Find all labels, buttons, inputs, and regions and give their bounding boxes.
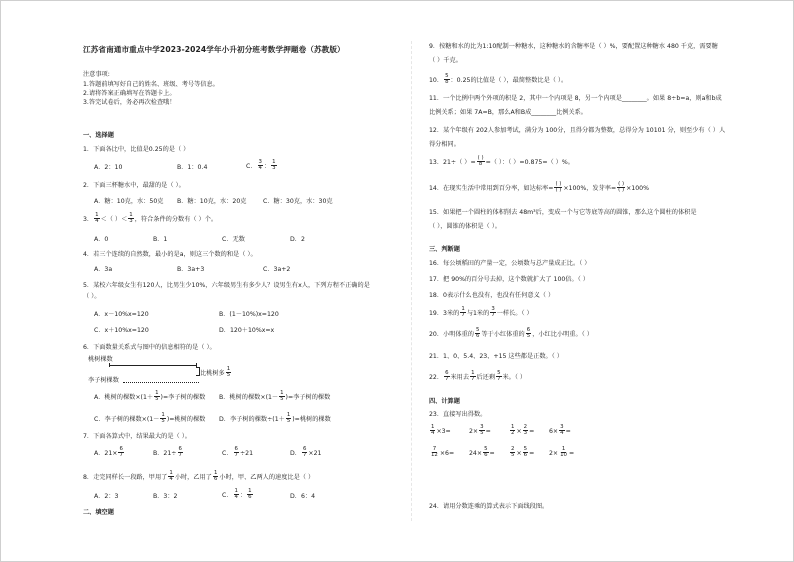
question-7: 7．下面各算式中，结果最大的是（ ）。 bbox=[83, 433, 191, 440]
section-heading-fill: 二、填空题 bbox=[83, 509, 114, 516]
note-item: 1.答题前填写好自己的姓名、班级、考号等信息。 bbox=[83, 81, 219, 88]
page-fold-divider bbox=[411, 41, 412, 521]
plum-segment bbox=[123, 382, 199, 383]
q6-option-c[interactable]: C．李子树的棵数×(1－ $\frac{1}{5}$ )=桃树的棵数 bbox=[94, 412, 206, 425]
question-5-tail: （ ）。 bbox=[83, 293, 101, 300]
q6-option-b[interactable]: B．桃树的棵数×(1－ $\frac{1}{5}$ )=李子树的棵数 bbox=[219, 390, 331, 403]
q1-option-b[interactable]: B．1：0.4 bbox=[177, 164, 208, 171]
q6-option-d[interactable]: D．李子树的棵数÷(1＋ $\frac{1}{5}$ )=桃树的棵数 bbox=[219, 412, 331, 425]
section-heading-judge: 三、判断题 bbox=[429, 246, 460, 253]
question-13: 13．21÷（ ）= $\frac{( )}{8}$ =（ ）：（ ）=0.875=（ ）%。 bbox=[429, 155, 574, 168]
q2-option-b[interactable]: B．糖：10克，水：20克 bbox=[177, 198, 247, 205]
question-3: 3． $\frac{1}{4}$ ＜（ ）＜ $\frac{1}{3}$ ，符合条件的分数有（ ）个。 bbox=[83, 212, 218, 225]
question-18: 18．0表示什么也没有，也没有任何意义（ ） bbox=[429, 292, 555, 299]
diagram-bracket bbox=[196, 367, 200, 376]
question-12: 12．某个年级有 202人参加考试，满分为 100分，且得分都为整数，总得分为 10101 分，则至少有（ ）人 bbox=[429, 127, 726, 134]
q8-option-d[interactable]: D．6：4 bbox=[290, 493, 316, 500]
calc-item: $\frac{2}{5}$ × $\frac{5}{6}$ = bbox=[511, 446, 535, 459]
peach-segment bbox=[109, 365, 196, 366]
calc-item: 2× $\frac{3}{5}$ = bbox=[469, 424, 491, 437]
tick bbox=[109, 363, 110, 367]
section-heading-calc: 四、计算题 bbox=[429, 398, 460, 405]
question-9-line2: （ ）千克。 bbox=[429, 57, 462, 64]
q1-option-c[interactable]: C． $\frac{3}{4}$ ： $\frac{1}{3}$ bbox=[246, 159, 276, 172]
q7-option-a[interactable]: A．21× $\frac{6}{7}$ bbox=[94, 446, 123, 459]
calc-item: $\frac{7}{12}$ ×6= bbox=[431, 446, 455, 459]
q7-option-c[interactable]: C． $\frac{6}{7}$ ÷21 bbox=[222, 446, 254, 459]
section-heading-choice: 一、选择题 bbox=[83, 132, 114, 139]
question-24: 24．请用分数连乘的算式表示下面线段图。 bbox=[429, 503, 549, 510]
q5-option-a[interactable]: A．x－10%x=120 bbox=[94, 311, 149, 318]
question-2: 2．下面三杯糖水中，最甜的是（ ）。 bbox=[83, 182, 185, 189]
q4-option-c[interactable]: C．3a+2 bbox=[263, 266, 291, 273]
q3-option-a[interactable]: A．0 bbox=[94, 236, 109, 243]
q6-option-a[interactable]: A．桃树的棵数×(1＋ $\frac{1}{5}$ )=李子树的棵数 bbox=[94, 390, 206, 403]
question-19: 19．3米的 $\frac{1}{7}$ 与1米的 $\frac{3}{7}$ 一样长。（ ） bbox=[429, 306, 533, 319]
question-1: 1．下面各比中，比值是0.25的是（ ） bbox=[83, 146, 190, 153]
peach-label: 桃树棵数 bbox=[88, 356, 113, 363]
question-8: 8．走完同样长一段路，甲用了 $\frac{1}{4}$ 小时，乙用了 $\frac{1}{6}$ 小时，甲、乙两人的速度比是（ ） bbox=[83, 470, 315, 483]
page-title: 江苏省南通市重点中学2023-2024学年小升初分班考数学押题卷（苏教版） bbox=[83, 45, 345, 54]
q7-option-b[interactable]: B．21÷ $\frac{6}{7}$ bbox=[153, 446, 182, 459]
question-22: 22． $\frac{6}{7}$ 米用去 $\frac{1}{7}$ 后还剩 $\frac{5}{7}$ 米。（ ） bbox=[429, 370, 527, 383]
q4-option-a[interactable]: A．3a bbox=[94, 266, 113, 273]
q7-option-d[interactable]: D． $\frac{6}{7}$ ×21 bbox=[290, 446, 322, 459]
q3-option-b[interactable]: B．1 bbox=[153, 236, 168, 243]
question-15-line2: （ ），圆锥的体积是（ ）。 bbox=[429, 223, 501, 230]
question-4: 4．若三个连续的自然数，最小的是a，则这三个数的和是（ ）。 bbox=[83, 251, 257, 258]
calc-item: 24× $\frac{5}{6}$ = bbox=[469, 446, 495, 459]
question-15: 15．如果把一个圆柱的体积削去 48m³后，变成一个与它等底等高的圆锥，那么这个圆柱的体积是 bbox=[429, 209, 697, 216]
q4-option-b[interactable]: B．3a+3 bbox=[177, 266, 205, 273]
calc-item: 6× $\frac{3}{4}$ = bbox=[549, 424, 571, 437]
question-10: 10． $\frac{5}{8}$ ：0.25的比值是（ ），最简整数比是（ ）。 bbox=[429, 73, 568, 86]
q5-option-c[interactable]: C．x＋10%x=120 bbox=[94, 327, 149, 334]
question-11-line2: 比例关系；如果 7A=B，那么A和B成________比例关系。 bbox=[429, 109, 587, 116]
question-12-line2: 得分相同。 bbox=[429, 141, 460, 148]
notes-heading: 注意事项: bbox=[83, 71, 110, 78]
q5-option-d[interactable]: D．120＋10%x=x bbox=[219, 327, 275, 334]
q8-option-b[interactable]: B．3：2 bbox=[153, 493, 178, 500]
calc-item: $\frac{1}{4}$ ×3= bbox=[431, 424, 451, 437]
note-item: 2.请将答案正确填写在答题卡上。 bbox=[83, 90, 176, 97]
question-23: 23．直接写出得数。 bbox=[429, 411, 487, 418]
question-16: 16．每公顷稻田的产量一定，公顷数与总产量成正比。（ ） bbox=[429, 260, 591, 267]
q8-option-c[interactable]: C． $\frac{1}{4}$ ： $\frac{1}{6}$ bbox=[222, 488, 252, 501]
question-14: 14．在现实生活中常用到百分率，如达标率= $\frac{( )}{( )}$ ×100%，发芽率= $\frac{( )}{( )}$ ×100% bbox=[429, 181, 649, 194]
q2-option-c[interactable]: C．糖：30克，水：30克 bbox=[263, 198, 333, 205]
q5-option-b[interactable]: B．(1－10%)x=120 bbox=[219, 311, 279, 318]
question-11: 11．一个比例中两个外项的积是 2，其中一个内项是 8，另一个内项是________。如果 8÷b=a，则a和b成 bbox=[429, 95, 722, 102]
question-20: 20．小明体重的 $\frac{5}{6}$ 等于小红体重的 $\frac{6}{5}$ ，小红比小明重。（ ） bbox=[429, 327, 593, 340]
calc-item: 2× $\frac{1}{10}$ = bbox=[549, 446, 575, 459]
q3-option-d[interactable]: D．2 bbox=[290, 236, 305, 243]
question-9: 9．按糖和水的比为1:10配制一种糖水，这种糖水的含糖率是（ ）%，要配置这种糖水 480 千克，需要糖 bbox=[429, 43, 718, 50]
question-21: 21．1、0、5.4、23、+15 这些都是正数。（ ） bbox=[429, 353, 563, 360]
question-5: 5．某校六年级女生有120人，比男生少10%，六年级男生有多少人？设男生有x人，下列方程不正确的是 bbox=[83, 282, 370, 289]
calc-item: $\frac{1}{2}$ × $\frac{2}{3}$ = bbox=[511, 424, 535, 437]
q3-option-c[interactable]: C．无数 bbox=[222, 236, 245, 243]
q2-option-a[interactable]: A．糖：10克，水：50克 bbox=[94, 198, 164, 205]
question-17: 17．把 90%的百分号去掉，这个数就扩大了 100倍。（ ） bbox=[429, 276, 589, 283]
q1-option-a[interactable]: A．2：10 bbox=[94, 164, 123, 171]
more-label: 比桃树多 $\frac{1}{5}$ bbox=[200, 366, 231, 379]
plum-label: 李子树棵数 bbox=[88, 377, 119, 384]
q8-option-a[interactable]: A．2：3 bbox=[94, 493, 119, 500]
question-6: 6．下面数量关系式与图中的信息相符的是（ ）。 bbox=[83, 344, 216, 351]
note-item: 3.答完试卷后，务必再次检查哦！ bbox=[83, 99, 176, 106]
